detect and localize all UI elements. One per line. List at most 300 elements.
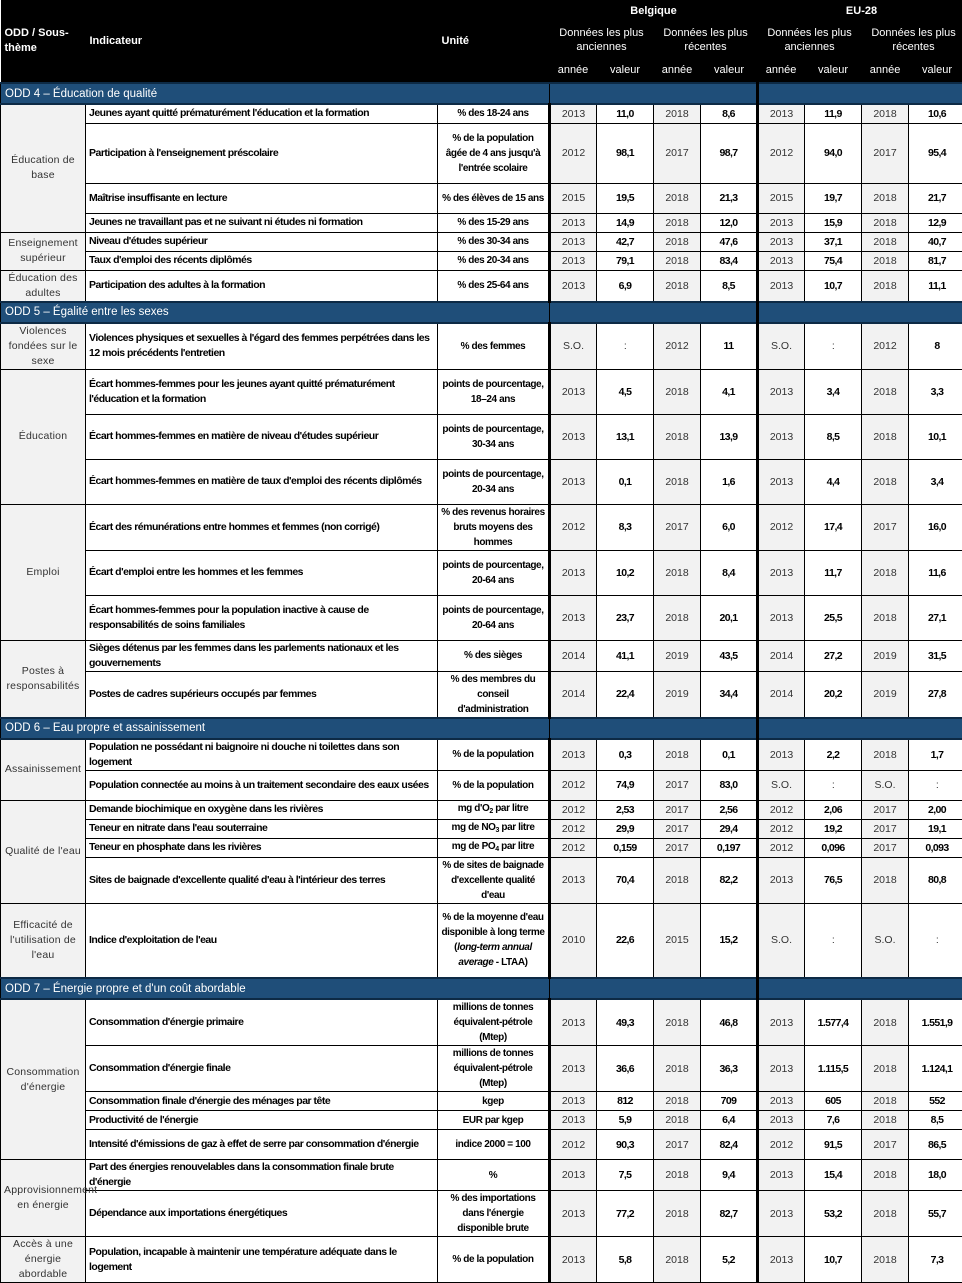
unit-cell: % des 20-34 ans: [438, 251, 550, 270]
unit-cell: % des revenus horaires bruts moyens des hommes: [438, 504, 550, 550]
belgium-oldest-value: 79,1: [597, 251, 654, 270]
eu28-oldest-value: 76,5: [805, 857, 862, 903]
belgium-recent-value: 82,2: [701, 857, 758, 903]
sub-theme-cell: Emploi: [1, 504, 86, 640]
belgium-oldest-value: 2,53: [597, 800, 654, 819]
eu28-recent-value: 86,5: [909, 1130, 962, 1160]
header-value: valeur: [701, 58, 758, 83]
indicator-cell: Participation à l'enseignement préscolaire: [86, 123, 438, 183]
indicator-cell: Écart hommes-femmes pour les jeunes ayant quitté prématurément l'éducation et la formation: [86, 369, 438, 414]
belgium-oldest-value: 0,1: [597, 459, 654, 504]
belgium-oldest-value: 0,159: [597, 838, 654, 857]
indicator-cell: Jeunes ne travaillant pas et ne suivant ni études ni formation: [86, 213, 438, 232]
eu28-recent-value: 21,7: [909, 183, 962, 213]
unit-cell: mg de $NO_3$ par litre: [438, 819, 550, 838]
header-eu-oldest: Données les plus anciennes: [758, 22, 862, 58]
belgium-oldest-year: 2012: [550, 770, 597, 800]
eu28-recent-year: 2018: [862, 251, 909, 270]
unit-cell: % des 30-34 ans: [438, 232, 550, 251]
section-band-fill: [550, 978, 758, 999]
table-row: [1, 183, 962, 213]
belgium-oldest-value: 11,0: [597, 104, 654, 123]
section-header: [1, 978, 962, 999]
unit-cell: mg $d'O_2$ par litre: [438, 800, 550, 819]
eu28-recent-value: 3,4: [909, 459, 962, 504]
eu28-oldest-year: S.O.: [758, 323, 805, 370]
belgium-recent-value: 47,6: [701, 232, 758, 251]
unit-cell: millions de tonnes équivalent-pétrole (Mtep): [438, 999, 550, 1046]
table-row: [1, 459, 962, 504]
belgium-oldest-year: 2013: [550, 739, 597, 771]
indicator-cell: Sièges détenus par les femmes dans les parlements nationaux et les gouvernements: [86, 640, 438, 671]
indicator-cell: Écart d'emploi entre les hommes et les femmes: [86, 550, 438, 595]
eu28-recent-year: 2017: [862, 1130, 909, 1160]
eu28-oldest-year: 2013: [758, 213, 805, 232]
table-row: [1, 1092, 962, 1111]
unit-cell: %: [438, 1160, 550, 1191]
eu28-recent-value: 19,1: [909, 819, 962, 838]
unit-cell: % des 15-29 ans: [438, 213, 550, 232]
belgium-recent-year: 2018: [654, 1237, 701, 1283]
sub-theme-cell: Violences fondées sur le sexe: [1, 323, 86, 370]
belgium-oldest-year: 2013: [550, 1160, 597, 1191]
eu28-oldest-value: 25,5: [805, 595, 862, 640]
indicator-cell: Population, incapable à maintenir une température adéquate dans le logement: [86, 1237, 438, 1283]
table-row: [1, 640, 962, 671]
eu28-oldest-value: 1.577,4: [805, 999, 862, 1046]
belgium-recent-value: 12,0: [701, 213, 758, 232]
eu28-oldest-value: :: [805, 770, 862, 800]
section-title: ODD 4 – Éducation de qualité: [1, 83, 550, 104]
belgium-oldest-value: 7,5: [597, 1160, 654, 1191]
belgium-recent-value: 83,4: [701, 251, 758, 270]
table-row: [1, 213, 962, 232]
eu28-oldest-value: 1.115,5: [805, 1046, 862, 1092]
table-row: [1, 857, 962, 903]
unit-cell: % de la population âgée de 4 ans jusqu'à l'entrée scolaire: [438, 123, 550, 183]
eu28-recent-year: 2018: [862, 104, 909, 123]
eu28-oldest-year: 2013: [758, 104, 805, 123]
belgium-oldest-value: 41,1: [597, 640, 654, 671]
eu28-recent-value: :: [909, 770, 962, 800]
belgium-recent-year: 2017: [654, 770, 701, 800]
belgium-oldest-value: 90,3: [597, 1130, 654, 1160]
belgium-recent-year: 2018: [654, 550, 701, 595]
belgium-oldest-year: 2013: [550, 1092, 597, 1111]
eu28-oldest-year: 2013: [758, 595, 805, 640]
unit-cell: % des importations dans l'énergie disponible brute: [438, 1191, 550, 1237]
section-band-fill: [758, 718, 962, 739]
sub-theme-cell: Consommation d'énergie: [1, 999, 86, 1160]
unit-cell: % des sièges: [438, 640, 550, 671]
header-eu-recent: Données les plus récentes: [862, 22, 962, 58]
section-band-fill: [758, 978, 962, 999]
belgium-recent-value: 83,0: [701, 770, 758, 800]
eu28-oldest-year: 2013: [758, 1237, 805, 1283]
section-band-fill: [550, 302, 758, 323]
indicator-cell: Jeunes ayant quitté prématurément l'éducation et la formation: [86, 104, 438, 123]
belgium-recent-value: 6,4: [701, 1111, 758, 1130]
unit-cell: % des membres du conseil d'administration: [438, 671, 550, 718]
belgium-oldest-year: 2010: [550, 903, 597, 978]
belgium-recent-year: 2018: [654, 857, 701, 903]
eu28-recent-value: 8: [909, 323, 962, 370]
eu28-oldest-value: 2,06: [805, 800, 862, 819]
belgium-oldest-value: 14,9: [597, 213, 654, 232]
eu28-oldest-year: 2013: [758, 1111, 805, 1130]
eu28-oldest-year: S.O.: [758, 770, 805, 800]
table-row: [1, 1130, 962, 1160]
eu28-oldest-value: 4,4: [805, 459, 862, 504]
belgium-oldest-value: 42,7: [597, 232, 654, 251]
unit-cell: % de la population: [438, 1237, 550, 1283]
eu28-recent-value: 10,1: [909, 414, 962, 459]
belgium-recent-year: 2017: [654, 819, 701, 838]
unit-cell: points de pourcentage, 20-64 ans: [438, 550, 550, 595]
belgium-oldest-year: 2013: [550, 857, 597, 903]
eu28-oldest-value: 15,4: [805, 1160, 862, 1191]
sub-theme-cell: Assainissement: [1, 739, 86, 801]
eu28-oldest-value: 7,6: [805, 1111, 862, 1130]
eu28-oldest-value: 2,2: [805, 739, 862, 771]
belgium-oldest-value: 0,3: [597, 739, 654, 771]
table-row: [1, 1160, 962, 1191]
eu28-recent-year: 2018: [862, 369, 909, 414]
eu28-recent-value: 18,0: [909, 1160, 962, 1191]
belgium-oldest-value: 49,3: [597, 999, 654, 1046]
eu28-oldest-year: 2013: [758, 459, 805, 504]
section-title: ODD 7 – Énergie propre et d'un coût abordable: [1, 978, 550, 999]
belgium-oldest-year: 2013: [550, 550, 597, 595]
table-body: [1, 83, 962, 1283]
eu28-recent-year: 2017: [862, 123, 909, 183]
table-row: [1, 123, 962, 183]
header-value: valeur: [909, 58, 962, 83]
eu28-oldest-value: 17,4: [805, 504, 862, 550]
belgium-oldest-year: 2015: [550, 183, 597, 213]
belgium-oldest-value: 22,6: [597, 903, 654, 978]
unit-cell: points de pourcentage, 20-34 ans: [438, 459, 550, 504]
eu28-recent-year: 2018: [862, 1046, 909, 1092]
unit-cell: points de pourcentage, 20-64 ans: [438, 595, 550, 640]
belgium-recent-year: 2015: [654, 903, 701, 978]
belgium-recent-year: 2018: [654, 1046, 701, 1092]
eu28-recent-value: 81,7: [909, 251, 962, 270]
belgium-oldest-value: 98,1: [597, 123, 654, 183]
belgium-oldest-year: 2013: [550, 1237, 597, 1283]
eu28-recent-value: 3,3: [909, 369, 962, 414]
header-sub-theme: ODD / Sous-thème: [1, 0, 86, 83]
eu28-oldest-value: 94,0: [805, 123, 862, 183]
indicator-cell: Taux d'emploi des récents diplômés: [86, 251, 438, 270]
indicator-cell: Consommation d'énergie finale: [86, 1046, 438, 1092]
belgium-recent-value: 8,4: [701, 550, 758, 595]
indicator-cell: Écart hommes-femmes en matière de niveau d'études supérieur: [86, 414, 438, 459]
belgium-oldest-value: 5,8: [597, 1237, 654, 1283]
eu28-recent-value: 2,00: [909, 800, 962, 819]
table-row: [1, 903, 962, 978]
unit-cell: % de la population: [438, 770, 550, 800]
eu28-recent-year: 2017: [862, 800, 909, 819]
eu28-oldest-year: 2013: [758, 999, 805, 1046]
belgium-recent-value: 98,7: [701, 123, 758, 183]
belgium-oldest-year: 2013: [550, 104, 597, 123]
eu28-recent-year: 2017: [862, 504, 909, 550]
belgium-recent-value: 709: [701, 1092, 758, 1111]
belgium-recent-value: 5,2: [701, 1237, 758, 1283]
eu28-oldest-year: 2012: [758, 819, 805, 838]
eu28-oldest-year: 2013: [758, 1160, 805, 1191]
eu28-recent-year: 2018: [862, 1111, 909, 1130]
eu28-oldest-year: S.O.: [758, 903, 805, 978]
belgium-oldest-year: 2013: [550, 1191, 597, 1237]
eu28-recent-year: S.O.: [862, 770, 909, 800]
belgium-oldest-value: 23,7: [597, 595, 654, 640]
belgium-oldest-year: 2013: [550, 1111, 597, 1130]
belgium-oldest-value: 812: [597, 1092, 654, 1111]
eu28-oldest-value: 27,2: [805, 640, 862, 671]
indicator-cell: Dépendance aux importations énergétiques: [86, 1191, 438, 1237]
belgium-recent-year: 2018: [654, 1191, 701, 1237]
header-year: année: [654, 58, 701, 83]
belgium-recent-year: 2018: [654, 232, 701, 251]
eu28-recent-year: 2018: [862, 213, 909, 232]
belgium-oldest-year: 2012: [550, 800, 597, 819]
table-row: [1, 414, 962, 459]
belgium-oldest-year: 2012: [550, 819, 597, 838]
belgium-oldest-value: 22,4: [597, 671, 654, 718]
eu28-recent-value: 80,8: [909, 857, 962, 903]
eu28-oldest-value: 15,9: [805, 213, 862, 232]
belgium-oldest-year: 2014: [550, 671, 597, 718]
eu28-recent-year: 2018: [862, 999, 909, 1046]
header-indicator: Indicateur: [86, 0, 438, 83]
eu28-recent-value: :: [909, 903, 962, 978]
belgium-recent-year: 2018: [654, 459, 701, 504]
eu28-oldest-value: 8,5: [805, 414, 862, 459]
belgium-recent-year: 2017: [654, 123, 701, 183]
belgium-oldest-value: 36,6: [597, 1046, 654, 1092]
belgium-recent-value: 36,3: [701, 1046, 758, 1092]
section-title: ODD 6 – Eau propre et assainissement: [1, 718, 550, 739]
eu28-recent-year: 2018: [862, 595, 909, 640]
section-header: [1, 83, 962, 104]
unit-cell: kgep: [438, 1092, 550, 1111]
belgium-recent-value: 2,56: [701, 800, 758, 819]
belgium-oldest-value: 4,5: [597, 369, 654, 414]
eu28-recent-year: 2017: [862, 838, 909, 857]
eu28-oldest-value: 10,7: [805, 270, 862, 302]
indicator-cell: Indice d'exploitation de l'eau: [86, 903, 438, 978]
indicator-cell: Consommation d'énergie primaire: [86, 999, 438, 1046]
header-be-recent: Données les plus récentes: [654, 22, 758, 58]
eu28-recent-year: 2019: [862, 671, 909, 718]
belgium-oldest-value: :: [597, 323, 654, 370]
eu28-recent-year: 2012: [862, 323, 909, 370]
unit-cell: points de pourcentage, 18–24 ans: [438, 369, 550, 414]
unit-cell: % de la moyenne d'eau disponible à long terme (long-term annual average - LTAA): [438, 903, 550, 978]
eu28-oldest-year: 2013: [758, 369, 805, 414]
belgium-recent-year: 2018: [654, 999, 701, 1046]
eu28-oldest-value: 3,4: [805, 369, 862, 414]
eu28-oldest-year: 2013: [758, 1092, 805, 1111]
eu28-recent-value: 40,7: [909, 232, 962, 251]
header-region-eu28: EU-28: [758, 0, 962, 22]
eu28-recent-value: 16,0: [909, 504, 962, 550]
belgium-recent-value: 20,1: [701, 595, 758, 640]
section-header: [1, 302, 962, 323]
belgium-recent-year: 2017: [654, 504, 701, 550]
belgium-oldest-value: 29,9: [597, 819, 654, 838]
belgium-recent-year: 2019: [654, 640, 701, 671]
eu28-recent-value: 0,093: [909, 838, 962, 857]
indicator-cell: Écart des rémunérations entre hommes et femmes (non corrigé): [86, 504, 438, 550]
eu28-oldest-year: 2012: [758, 504, 805, 550]
belgium-oldest-year: 2014: [550, 640, 597, 671]
belgium-oldest-year: 2013: [550, 999, 597, 1046]
eu28-oldest-year: 2013: [758, 857, 805, 903]
table-row: [1, 323, 962, 370]
belgium-recent-year: 2018: [654, 213, 701, 232]
header-region-belgique: Belgique: [550, 0, 758, 22]
belgium-oldest-year: 2012: [550, 1130, 597, 1160]
eu28-oldest-value: 605: [805, 1092, 862, 1111]
belgium-oldest-year: 2013: [550, 232, 597, 251]
table-row: [1, 550, 962, 595]
belgium-recent-year: 2018: [654, 739, 701, 771]
belgium-oldest-year: 2013: [550, 369, 597, 414]
belgium-recent-year: 2018: [654, 369, 701, 414]
belgium-recent-value: 34,4: [701, 671, 758, 718]
sub-theme-cell: Qualité de l'eau: [1, 800, 86, 903]
eu28-oldest-year: 2012: [758, 800, 805, 819]
sub-theme-cell: Éducation des adultes: [1, 270, 86, 302]
indicator-cell: Violences physiques et sexuelles à l'égard des femmes perpétrées dans les 12 mois précédents l'entretien: [86, 323, 438, 370]
header-be-oldest: Données les plus anciennes: [550, 22, 654, 58]
belgium-recent-value: 0,1: [701, 739, 758, 771]
eu28-recent-value: 12,9: [909, 213, 962, 232]
unit-cell: EUR par kgep: [438, 1111, 550, 1130]
eu28-recent-value: 7,3: [909, 1237, 962, 1283]
header-year: année: [758, 58, 805, 83]
eu28-oldest-value: 91,5: [805, 1130, 862, 1160]
belgium-recent-value: 46,8: [701, 999, 758, 1046]
eu28-oldest-value: 53,2: [805, 1191, 862, 1237]
eu28-oldest-value: 0,096: [805, 838, 862, 857]
indicator-cell: Intensité d'émissions de gaz à effet de serre par consommation d'énergie: [86, 1130, 438, 1160]
section-band-fill: [758, 83, 962, 104]
belgium-oldest-value: 8,3: [597, 504, 654, 550]
unit-cell: points de pourcentage, 30-34 ans: [438, 414, 550, 459]
eu28-recent-year: 2018: [862, 414, 909, 459]
belgium-oldest-year: 2013: [550, 270, 597, 302]
table-row: [1, 800, 962, 819]
belgium-oldest-year: 2013: [550, 1046, 597, 1092]
belgium-recent-year: 2018: [654, 595, 701, 640]
eu28-recent-year: 2018: [862, 550, 909, 595]
table-row: [1, 1111, 962, 1130]
eu28-oldest-year: 2013: [758, 232, 805, 251]
belgium-recent-value: 82,4: [701, 1130, 758, 1160]
unit-cell: % de sites de baignade d'excellente qualité d'eau: [438, 857, 550, 903]
eu28-oldest-year: 2014: [758, 640, 805, 671]
eu28-recent-year: 2018: [862, 857, 909, 903]
indicator-cell: Niveau d'études supérieur: [86, 232, 438, 251]
sub-theme-cell: Enseignement supérieur: [1, 232, 86, 270]
eu28-recent-value: 27,1: [909, 595, 962, 640]
belgium-recent-year: 2018: [654, 414, 701, 459]
eu28-recent-year: 2018: [862, 232, 909, 251]
belgium-recent-value: 6,0: [701, 504, 758, 550]
belgium-recent-value: 9,4: [701, 1160, 758, 1191]
belgium-recent-value: 4,1: [701, 369, 758, 414]
eu28-recent-year: 2018: [862, 270, 909, 302]
belgium-oldest-value: 5,9: [597, 1111, 654, 1130]
belgium-recent-value: 29,4: [701, 819, 758, 838]
table-row: [1, 999, 962, 1046]
eu28-oldest-year: 2013: [758, 251, 805, 270]
indicator-cell: Population ne possédant ni baignoire ni douche ni toilettes dans son logement: [86, 739, 438, 771]
sub-theme-cell: Efficacité de l'utilisation de l'eau: [1, 903, 86, 978]
section-title: ODD 5 – Égalité entre les sexes: [1, 302, 550, 323]
belgium-recent-value: 21,3: [701, 183, 758, 213]
belgium-oldest-year: 2012: [550, 123, 597, 183]
sub-theme-cell: Accès à une énergie abordable: [1, 1237, 86, 1283]
indicator-cell: Consommation finale d'énergie des ménages par tête: [86, 1092, 438, 1111]
section-header: [1, 718, 962, 739]
belgium-recent-value: 11: [701, 323, 758, 370]
table-row: [1, 770, 962, 800]
sub-theme-cell: Éducation: [1, 369, 86, 504]
eu28-oldest-value: 20,2: [805, 671, 862, 718]
indicator-cell: Productivité de l'énergie: [86, 1111, 438, 1130]
belgium-oldest-year: 2013: [550, 595, 597, 640]
belgium-recent-year: 2018: [654, 251, 701, 270]
eu28-oldest-year: 2012: [758, 838, 805, 857]
indicator-cell: Teneur en phosphate dans les rivières: [86, 838, 438, 857]
belgium-recent-value: 0,197: [701, 838, 758, 857]
belgium-recent-year: 2017: [654, 838, 701, 857]
eu28-recent-year: 2018: [862, 1191, 909, 1237]
eu28-recent-value: 11,1: [909, 270, 962, 302]
unit-cell: millions de tonnes équivalent-pétrole (Mtep): [438, 1046, 550, 1092]
eu28-oldest-year: 2013: [758, 1191, 805, 1237]
eu28-recent-year: 2018: [862, 183, 909, 213]
belgium-recent-year: 2018: [654, 104, 701, 123]
belgium-recent-value: 8,6: [701, 104, 758, 123]
belgium-recent-value: 15,2: [701, 903, 758, 978]
belgium-oldest-year: 2013: [550, 414, 597, 459]
belgium-oldest-year: 2012: [550, 504, 597, 550]
table-row: [1, 671, 962, 718]
eu28-recent-value: 95,4: [909, 123, 962, 183]
belgium-recent-year: 2018: [654, 1111, 701, 1130]
table-row: [1, 104, 962, 123]
eu28-oldest-year: 2013: [758, 414, 805, 459]
eu28-recent-year: S.O.: [862, 903, 909, 978]
eu28-recent-value: 31,5: [909, 640, 962, 671]
table-row: [1, 232, 962, 251]
belgium-oldest-value: 74,9: [597, 770, 654, 800]
belgium-recent-value: 82,7: [701, 1191, 758, 1237]
eu28-recent-year: 2018: [862, 459, 909, 504]
eu28-recent-year: 2018: [862, 1160, 909, 1191]
table-row: [1, 251, 962, 270]
eu28-recent-value: 55,7: [909, 1191, 962, 1237]
belgium-oldest-year: 2013: [550, 459, 597, 504]
section-band-fill: [758, 302, 962, 323]
section-band-fill: [550, 718, 758, 739]
